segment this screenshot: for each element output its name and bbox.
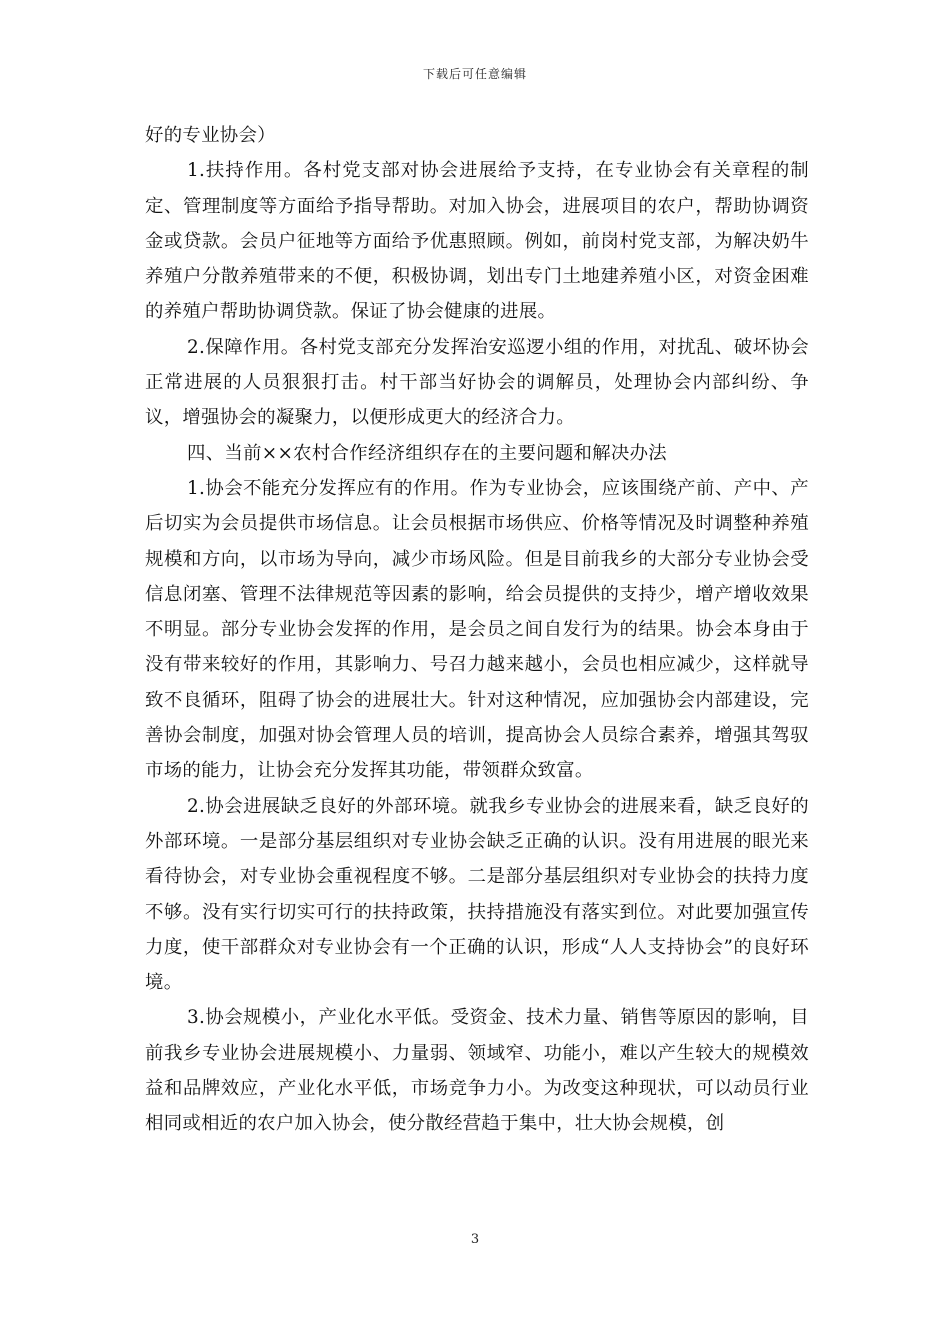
section-heading: 四、当前××农村合作经济组织存在的主要问题和解决办法 <box>187 442 667 464</box>
paragraph-problem-3: 3.协会规模小，产业化水平低。受资金、技术力量、销售等原因的影响，目前我乡专业协会进展规模小、力量弱、领域窄、功能小，难以产生较大的规模效益和品牌效应，产业化水平低，市场竞争力小。为改变这种现状，可以动员行业相同或相近的农户加入协会，使分散经营趋于集中，壮大协会规模，创 <box>145 1007 809 1135</box>
paragraph-support-role: 1.扶持作用。各村党支部对协会进展给予支持，在专业协会有关章程的制定、管理制度等方面给予指导帮助。对加入协会，进展项目的农户，帮助协调资金或贷款。会员户征地等方面给予优惠照顾。例如，前岗村党支部，为解决奶牛养殖户分散养殖带来的不便，积极协调，划出专门土地建养殖小区，对资金困难的养殖户帮助协调贷款。保证了协会健康的进展。 <box>145 160 809 323</box>
paragraph-guarantee-role: 2.保障作用。各村党支部充分发挥治安巡逻小组的作用，对扰乱、破坏协会正常进展的人员狠狠打击。村干部当好协会的调解员，处理协会内部纠纷、争议，增强协会的凝聚力，以便形成更大的经济合力。 <box>145 336 809 429</box>
page-number: 3 <box>470 1232 480 1247</box>
paragraph-problem-2: 2.协会进展缺乏良好的外部环境。就我乡专业协会的进展来看，缺乏良好的外部环境。一是部分基层组织对专业协会缺乏正确的认识。没有用进展的眼光来看待协会，对专业协会重视程度不够。二是部分基层组织对专业协会的扶持力度不够。没有实行切实可行的扶持政策，扶持措施没有落实到位。对此要加强宣传力度，使干部群众对专业协会有一个正确的认识，形成“人人支持协会”的良好环境。 <box>145 795 809 994</box>
paragraph-problem-1: 1.协会不能充分发挥应有的作用。作为专业协会，应该围绕产前、产中、产后切实为会员提供市场信息。让会员根据市场供应、价格等情况及时调整种养殖规模和方向，以市场为导向，减少市场风险。但是目前我乡的大部分专业协会受信息闭塞、管理不法律规范等因素的影响，给会员提供的支持少，增产增收效果不明显。部分专业协会发挥的作用，是会员之间自发行为的结果。协会本身由于没有带来较好的作用，其影响力、号召力越来越小，会员也相应减少，这样就导致不良循环，阻碍了协会的进展壮大。针对这种情况，应加强协会内部建设，完善协会制度，加强对协会管理人员的培训，提高协会人员综合素养，增强其驾驭市场的能力，让协会充分发挥其功能，带领群众致富。 <box>145 477 809 782</box>
document-body <box>145 118 809 1142</box>
page-header: 下载后可任意编辑 <box>422 67 527 81</box>
paragraph-continuation: 好的专业协会） <box>145 125 276 146</box>
